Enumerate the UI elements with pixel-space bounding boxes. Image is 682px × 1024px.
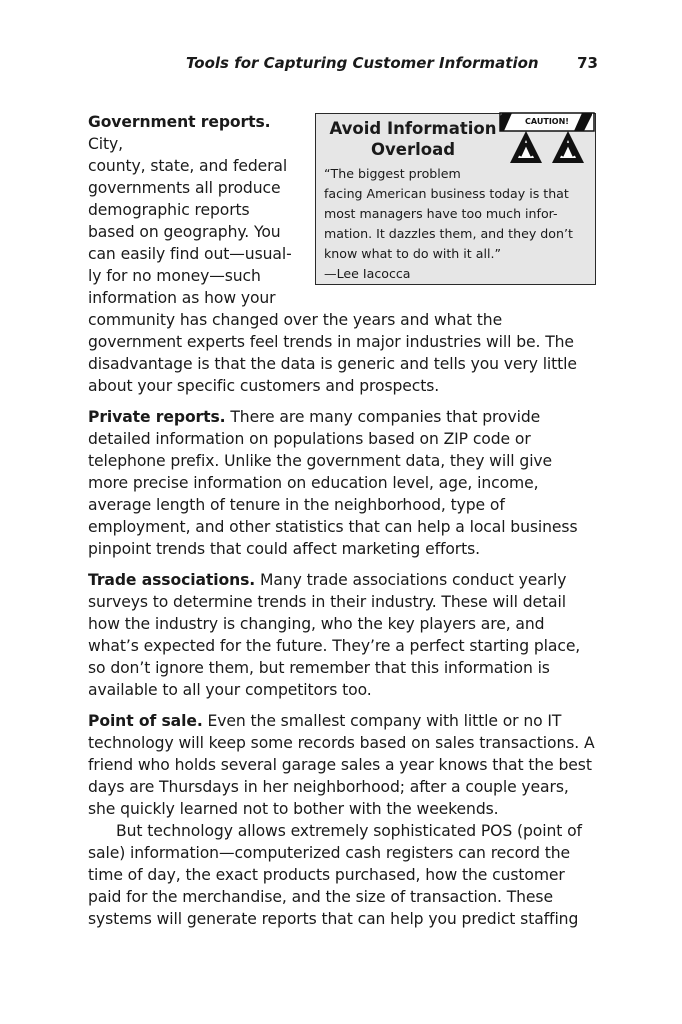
paragraph-pos: Point of sale. Even the smallest company with little or no IT technology will keep some records based on sales transactions. A friend who holds several garage sales a year knows that the best days are Thursdays in her neighborhood; after a couple years, she quickly learned not to bother with the weekends. <box>88 712 595 818</box>
heading-pos: Point of sale. <box>88 712 203 730</box>
running-header <box>186 54 598 76</box>
quote-attribution: —Lee Iacocca <box>324 266 411 281</box>
heading-trade: Trade associations. <box>88 571 256 589</box>
page-number: 73 <box>577 54 598 72</box>
paragraph-trade: Trade associations. Many trade associations conduct yearly surveys to determine trends in their industry. These will detail how the industry is changing, who the key players are, and what’s expected for the future. They’re a perfect starting place, so don’t ignore them, but remember that this information is available to all your competitors too. <box>88 571 581 699</box>
heading-private: Private reports. <box>88 408 226 426</box>
caution-sidebar <box>315 113 596 285</box>
caution-icon <box>498 107 596 165</box>
paragraph-private: Private reports. There are many companies that provide detailed information on populations based on ZIP code or telephone prefix. Unlike the government data, they will give more precise information on education level, age, income, average length of tenure in the neighborhood, type of employment, and other statistics that can help a local business pinpoint trends that could affect marketing efforts. <box>88 408 578 558</box>
chapter-title: Tools for Capturing Customer Information <box>186 54 539 72</box>
sidebar-title: Avoid Information Overload <box>329 119 497 159</box>
page-body <box>88 111 596 939</box>
sidebar-quote: “The biggest problem facing American business today is that most managers have too much infor- mation. It dazzles them, and they don’t know what to do with it all.” —Lee Iacocca <box>324 164 590 284</box>
paragraph-government: Government reports. City, county, state, and federal governments all produce demographic reports based on geography. You can easily find out—usual- ly for no money—such information as how your community has changed over the years and what the government experts feel trends in major industries will be. The disadvantage is that the data is generic and tells you very little about your specific customers and prospects. <box>88 113 577 395</box>
caution-badge: CAUTION! <box>522 116 572 128</box>
heading-government: Government reports. <box>88 113 271 131</box>
paragraph-pos-continued: But technology allows extremely sophisticated POS (point of sale) information—computerized cash registers can record the time of day, the exact products purchased, how the customer paid for the merchandise, and the size of transaction. These systems will generate reports that can help you predict staffing <box>88 822 582 928</box>
